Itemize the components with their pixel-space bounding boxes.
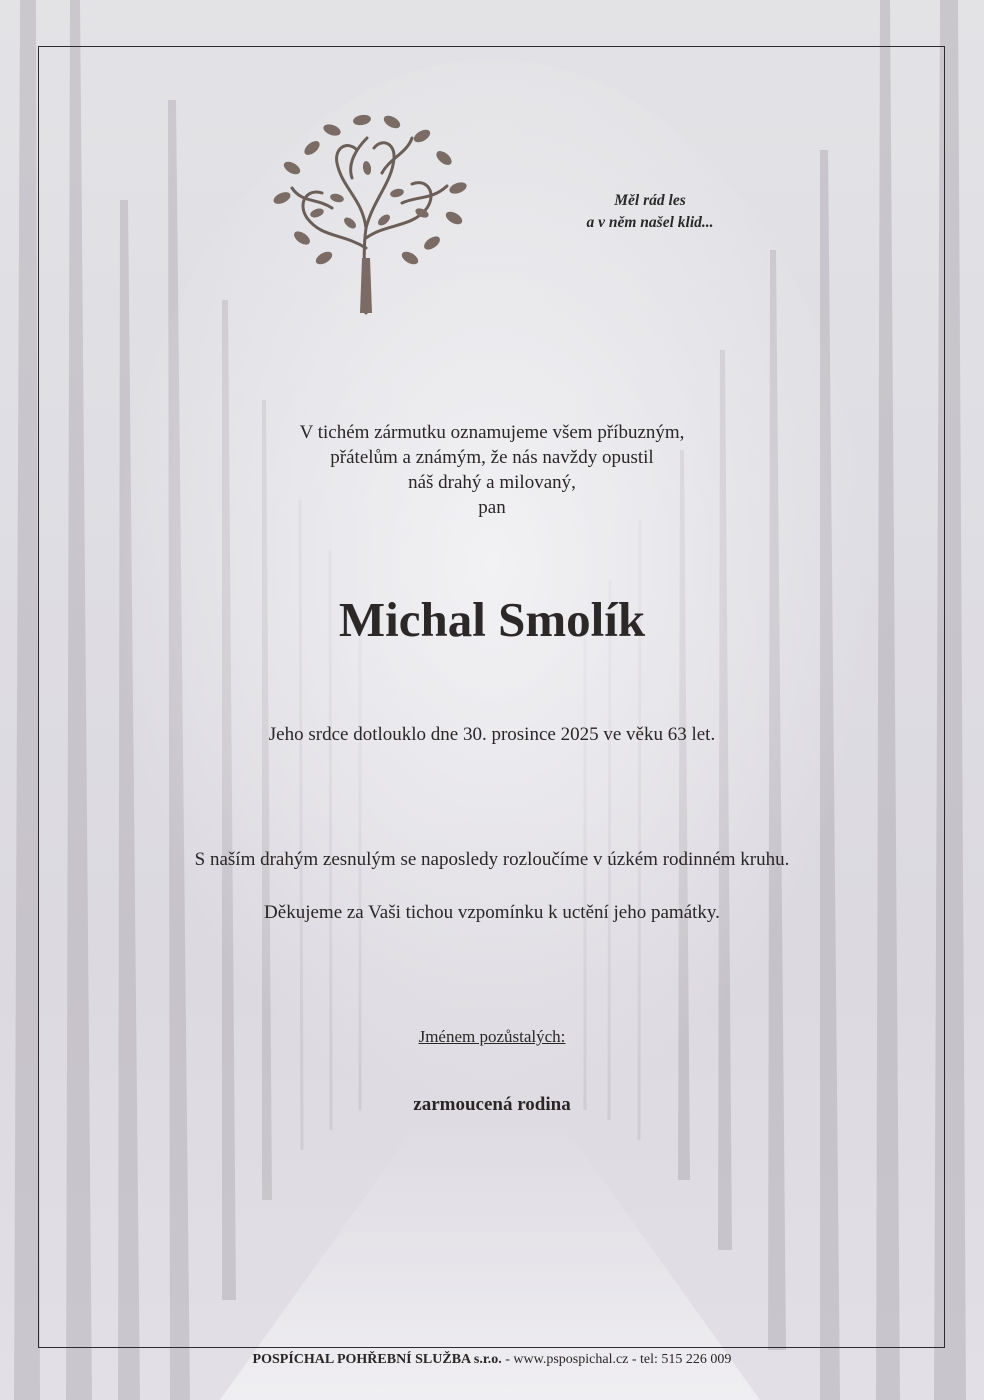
footer-contact: - www.pspospichal.cz - tel: 515 226 009 xyxy=(501,1352,732,1367)
death-notice: Jeho srdce dotlouklo dne 30. prosince 2025 ve věku 63 let. xyxy=(268,724,716,745)
farewell-text: S naším drahým zesnulým se naposledy rozloučíme v úzkém rodinném kruhu. xyxy=(194,849,790,870)
family-signature: zarmoucená rodina xyxy=(413,1094,571,1115)
announcement xyxy=(192,420,792,520)
announcement-line: V tichém zármutku oznamujeme všem příbuzným, xyxy=(299,422,685,443)
footer-company: POSPÍCHAL POHŘEBNÍ SLUŽBA s.r.o. xyxy=(252,1352,502,1367)
motto-line: a v něm našel klid... xyxy=(586,214,714,231)
announcement-line: pan xyxy=(478,497,506,518)
thanks-text: Děkujeme za Vaši tichou vzpomínku k uctění jeho památky. xyxy=(264,902,720,923)
border-frame xyxy=(38,46,945,1348)
on-behalf-text: Jménem pozůstalých: xyxy=(418,1027,566,1046)
deceased-name: Michal Smolík xyxy=(338,592,646,647)
motto-line: Měl rád les xyxy=(614,192,686,209)
announcement-line: přátelům a známým, že nás navždy opustil xyxy=(330,447,654,468)
on-behalf-label xyxy=(292,1026,692,1048)
announcement-line: náš drahý a milovaný, xyxy=(408,472,576,493)
tree-emblem-icon xyxy=(262,108,476,318)
footer xyxy=(92,1350,892,1370)
motto xyxy=(540,190,760,234)
